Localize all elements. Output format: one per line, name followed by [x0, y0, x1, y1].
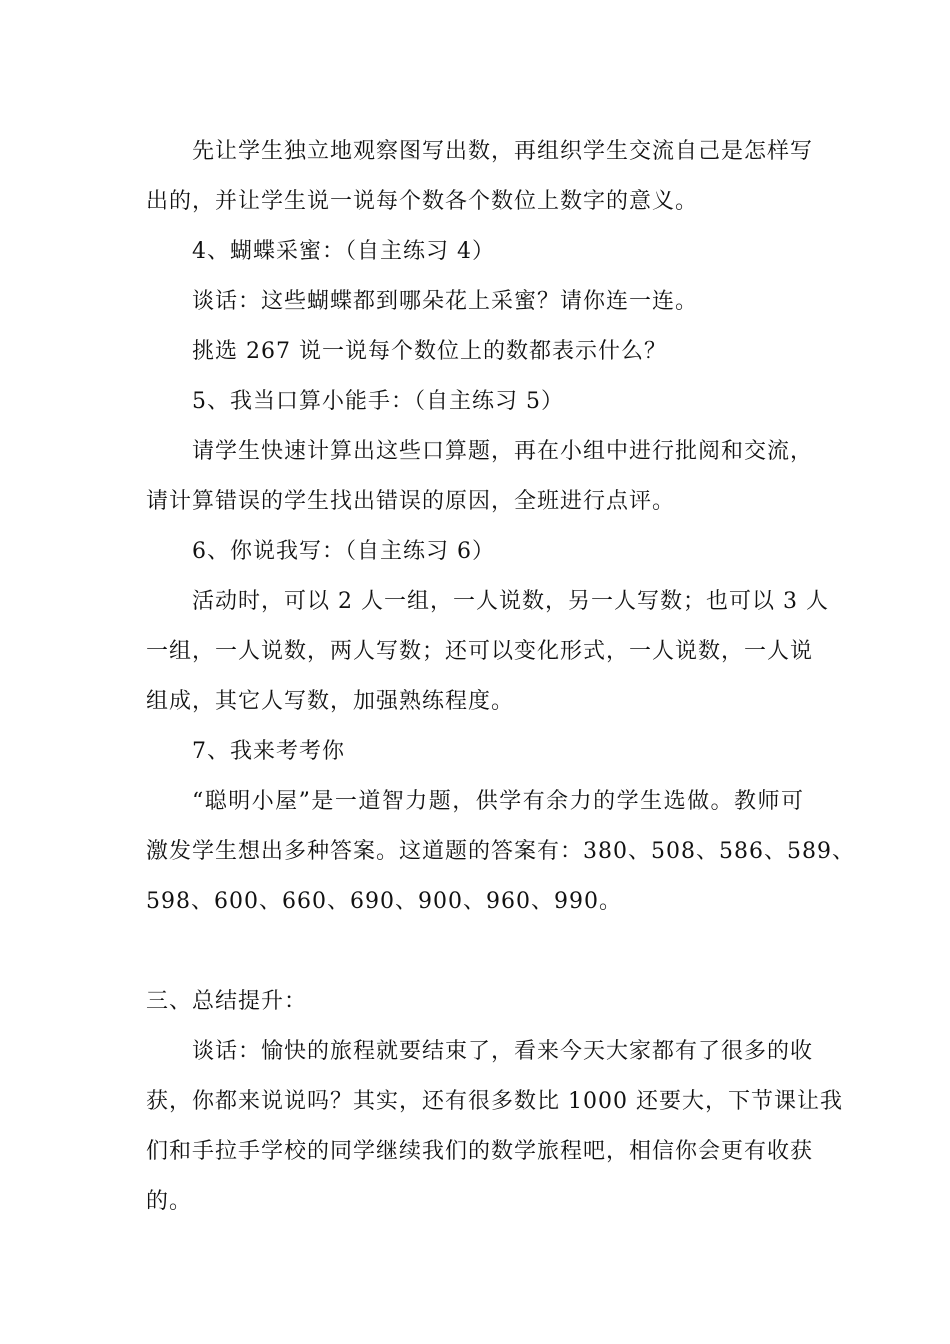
summary-line-2: 获，你都来说说吗？其实，还有很多数比 1000 还要大，下节课让我 [146, 1089, 843, 1114]
summary-line-1: 谈话：愉快的旅程就要结束了，看来今天大家都有了很多的收 [192, 1039, 814, 1064]
paragraph-1-line-1: 先让学生独立地观察图写出数，再组织学生交流自己是怎样写 [192, 139, 814, 164]
summary-line-4: 的。 [146, 1189, 193, 1214]
paragraph-5-line-1: 请学生快速计算出这些口算题，再在小组中进行批阅和交流， [192, 439, 814, 464]
paragraph-7-line-1: “聪明小屋”是一道智力题，供学有余力的学生选做。教师可 [192, 789, 804, 814]
paragraph-5-line-2: 请计算错误的学生找出错误的原因，全班进行点评。 [146, 489, 676, 514]
paragraph-6-line-3: 组成，其它人写数，加强熟练程度。 [146, 689, 515, 714]
paragraph-6-line-1: 活动时，可以 2 人一组，一人说数，另一人写数；也可以 3 人 [192, 589, 829, 614]
paragraph-6-line-2: 一组，一人说数，两人写数；还可以变化形式，一人说数，一人说 [146, 639, 814, 664]
section-3-heading: 三、总结提升： [146, 989, 308, 1014]
heading-5: 5、我当口算小能手：（自主练习 5） [192, 389, 564, 414]
paragraph-7-line-2: 激发学生想出多种答案。这道题的答案有：380、508、586、589、 [146, 839, 855, 864]
summary-line-3: 们和手拉手学校的同学继续我们的数学旅程吧，相信你会更有收获 [146, 1139, 814, 1164]
heading-7: 7、我来考考你 [192, 739, 345, 764]
paragraph-7-line-3: 598、600、660、690、900、960、990。 [146, 889, 622, 914]
heading-4: 4、蝴蝶采蜜：（自主练习 4） [192, 239, 495, 264]
paragraph-4-line-2: 挑选 267 说一说每个数位上的数都表示什么？ [192, 339, 667, 364]
paragraph-1-line-2: 出的，并让学生说一说每个数各个数位上数字的意义。 [146, 189, 699, 214]
heading-6: 6、你说我写：（自主练习 6） [192, 539, 495, 564]
paragraph-4-line-1: 谈话：这些蝴蝶都到哪朵花上采蜜？请你连一连。 [192, 289, 699, 314]
